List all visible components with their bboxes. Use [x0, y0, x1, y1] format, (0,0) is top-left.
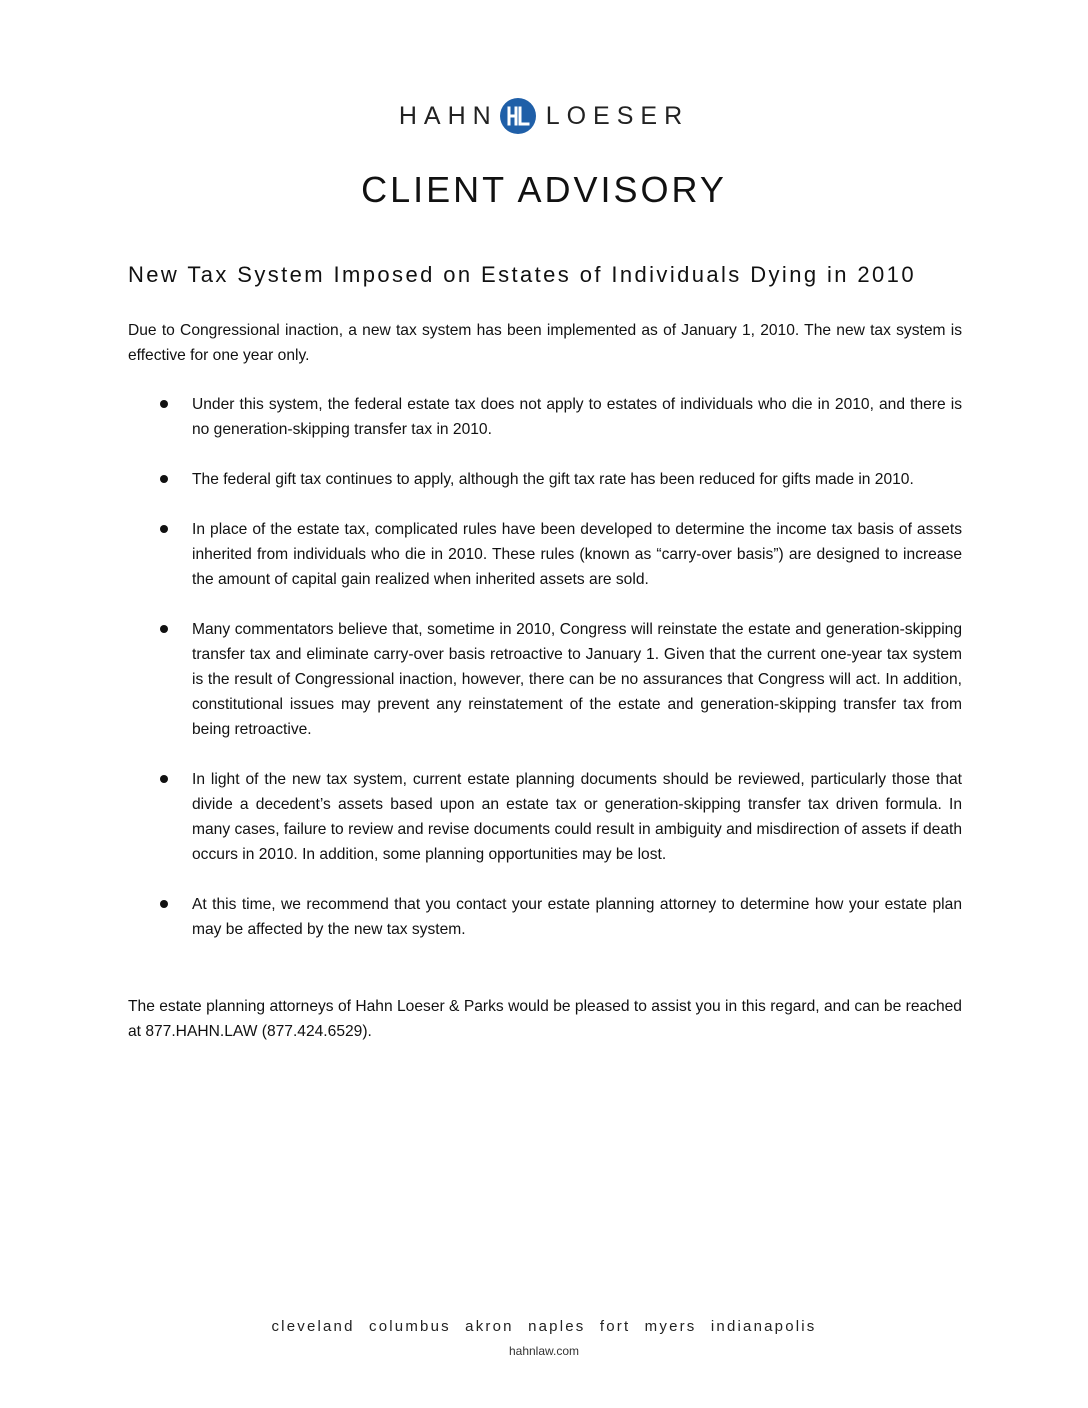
list-item — [128, 617, 962, 742]
bullet-text: In place of the estate tax, complicated rules have been developed to determine the income tax basis of assets inherited from individuals who die in 2010. These rules (known as “carry-over basis”) are designed to increase the amount of capital gain realized when inherited assets are sold. — [192, 521, 962, 588]
company-logo — [0, 94, 1088, 138]
bullet-text: Many commentators believe that, sometime in 2010, Congress will reinstate the estate and generation-skipping transfer tax and eliminate carry-over basis retroactive to January 1. Given that the current one-year tax system is the result of Congressional inaction, however, there can be no assurances that Congress will act. In addition, constitutional issues may prevent any reinstatement of the estate and generation-skipping transfer tax from being retroactive. — [192, 621, 962, 738]
bullet-text: In light of the new tax system, current estate planning documents should be reviewed, particularly those that divide a decedent’s assets based upon an estate tax or generation-skipping transfer tax driven formula. In many cases, failure to review and revise documents could result in ambiguity and misdirection of assets if death occurs in 2010. In addition, some planning opportunities may be lost. — [192, 771, 962, 863]
bullet-text: Under this system, the federal estate tax does not apply to estates of individuals who die in 2010, and there is no generation-skipping transfer tax in 2010. — [192, 396, 962, 438]
document-title: CLIENT ADVISORY — [361, 169, 727, 210]
list-item — [128, 517, 962, 592]
bullet-text: The federal gift tax continues to apply, although the gift tax rate has been reduced for gifts made in 2010. — [192, 471, 914, 488]
bullet-icon — [160, 475, 168, 483]
bullet-icon — [160, 900, 168, 908]
closing-paragraph: The estate planning attorneys of Hahn Loeser & Parks would be pleased to assist you in this regard, and can be reached at 877.HAHN.LAW (877.424.6529). — [128, 998, 962, 1040]
list-item — [128, 467, 962, 492]
logo-monogram-icon — [500, 98, 536, 134]
footer-website-link[interactable]: hahnlaw.com — [508, 1344, 580, 1358]
list-item — [128, 892, 962, 942]
bullet-icon — [160, 400, 168, 408]
bullet-icon — [160, 775, 168, 783]
bullet-text: At this time, we recommend that you contact your estate planning attorney to determine how your estate plan may be affected by the new tax system. — [192, 896, 962, 938]
bullet-icon — [160, 625, 168, 633]
intro-paragraph: Due to Congressional inaction, a new tax system has been implemented as of January 1, 2010. The new tax system is effective for one year only. — [128, 322, 962, 364]
document-subtitle: New Tax System Imposed on Estates of Individuals Dying in 2010 — [128, 262, 916, 287]
list-item — [128, 392, 962, 442]
logo-text-loeser: LOESER — [545, 102, 690, 130]
bullet-icon — [160, 525, 168, 533]
footer-office-locations: cleveland columbus akron naples fort myers indianapolis — [271, 1318, 817, 1335]
logo-text-hahn: HAHN — [398, 102, 498, 130]
bullet-list — [128, 392, 962, 967]
list-item — [128, 767, 962, 867]
